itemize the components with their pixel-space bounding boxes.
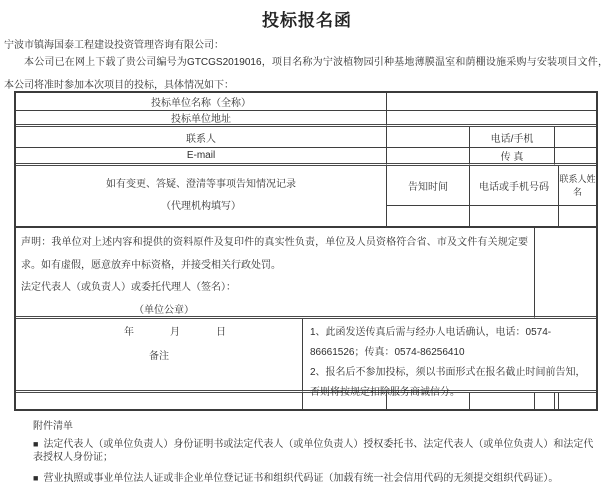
- contact-input-cell[interactable]: [387, 127, 470, 148]
- date-year-label: 年: [124, 327, 134, 338]
- footer-empty-cell-7: [559, 393, 596, 409]
- footer-empty-cell-1: [16, 393, 303, 409]
- addressee-line: 宁波市镇海国泰工程建设投资管理咨询有限公司：: [4, 40, 224, 51]
- notice-phone-label-cell: 电话或手机号码: [470, 166, 559, 206]
- page-title: 投标报名函: [262, 11, 352, 30]
- notice-phone-input-cell[interactable]: [470, 206, 559, 228]
- declaration-side-empty-cell: [535, 228, 596, 319]
- date-day-label: 日: [216, 327, 226, 338]
- footer-empty-cell-4: [470, 393, 535, 409]
- declaration-sign-line: 法定代表人（或负责人）或委托代理人（签名）：: [21, 282, 236, 293]
- company-name-input-cell[interactable]: [387, 93, 596, 111]
- bullet-square-icon: ■: [33, 473, 39, 483]
- bullet-square-icon: ■: [33, 439, 39, 449]
- email-input-cell[interactable]: [387, 148, 470, 166]
- company-address-input-cell[interactable]: [387, 111, 596, 127]
- bid-table: [14, 91, 598, 411]
- phone-label-cell: 电话/手机: [470, 127, 555, 148]
- remark-note-2: 2、报名后不参加投标，须以书面形式在报名截止时间前告知，否则将按规定扣除服务商诚信分。: [310, 367, 586, 398]
- notice-record-label-line1: 如有变更、答疑、澄清等事项告知情况记录: [106, 179, 296, 190]
- footer-empty-cell-3: [387, 393, 470, 409]
- company-name-label-cell: 投标单位名称（全称）: [16, 93, 387, 111]
- attachments-heading: 附件清单: [33, 421, 73, 432]
- notice-time-label-cell: 告知时间: [387, 166, 470, 206]
- declaration-seal-line: （单位公章）: [134, 304, 194, 316]
- notice-record-label-cell: [16, 166, 387, 228]
- attachment-item-text: 营业执照或事业单位法人证或非企业单位登记证书和组织代码证（加载有统一社会信用代码的无须提交组织代码证）。: [43, 473, 559, 484]
- fax-label-cell: 传 真: [470, 148, 555, 166]
- declaration-text: 声明：我单位对上述内容和提供的资料原件及复印件的真实性负责，单位及人员资格符合省、市及文件有关规定要求。如有虚假，愿意放弃中标资格，并接受相关行政处罚。: [21, 237, 528, 271]
- notice-contact-input-cell[interactable]: [559, 206, 596, 228]
- remark-notes-cell: [303, 319, 596, 398]
- phone-input-cell[interactable]: [555, 127, 596, 148]
- footer-empty-cell-2: [303, 393, 387, 409]
- attachment-item: [33, 472, 603, 485]
- contact-label-cell: 联系人: [16, 127, 387, 148]
- company-address-label-cell: 投标单位地址: [16, 111, 387, 127]
- intro-paragraph: 本公司已在网上下载了贵公司编号为GTCGS2019016，项目名称为宁波植物园引种基地薄膜温室和荫棚设施采购与安装项目文件，本公司将准时参加本次项目的投标，具体情况如下：: [4, 57, 608, 91]
- remark-label-cell: 备注: [16, 319, 303, 393]
- attachment-item: [33, 438, 603, 464]
- fax-input-cell[interactable]: [555, 148, 596, 166]
- notice-contact-label-cell: 联系人姓名: [559, 166, 596, 206]
- email-label-cell: E-mail: [16, 148, 387, 166]
- footer-empty-cell-5: [535, 393, 555, 409]
- notice-record-label-line2: （代理机构填写）: [161, 201, 241, 212]
- declaration-cell: [16, 228, 535, 338]
- attachment-item-text: 法定代表人（或单位负责人）身份证明书或法定代表人（或单位负责人）授权委托书、法定代表人（或单位负责人）和法定代表授权人身份证；: [33, 439, 594, 463]
- remark-note-1: 1、此函发送传真后需与经办人电话确认，电话：0574-86661526；传真：0574-86256410: [310, 327, 552, 358]
- date-month-label: 月: [170, 327, 180, 338]
- notice-time-input-cell[interactable]: [387, 206, 470, 228]
- attachments-section: [33, 417, 603, 493]
